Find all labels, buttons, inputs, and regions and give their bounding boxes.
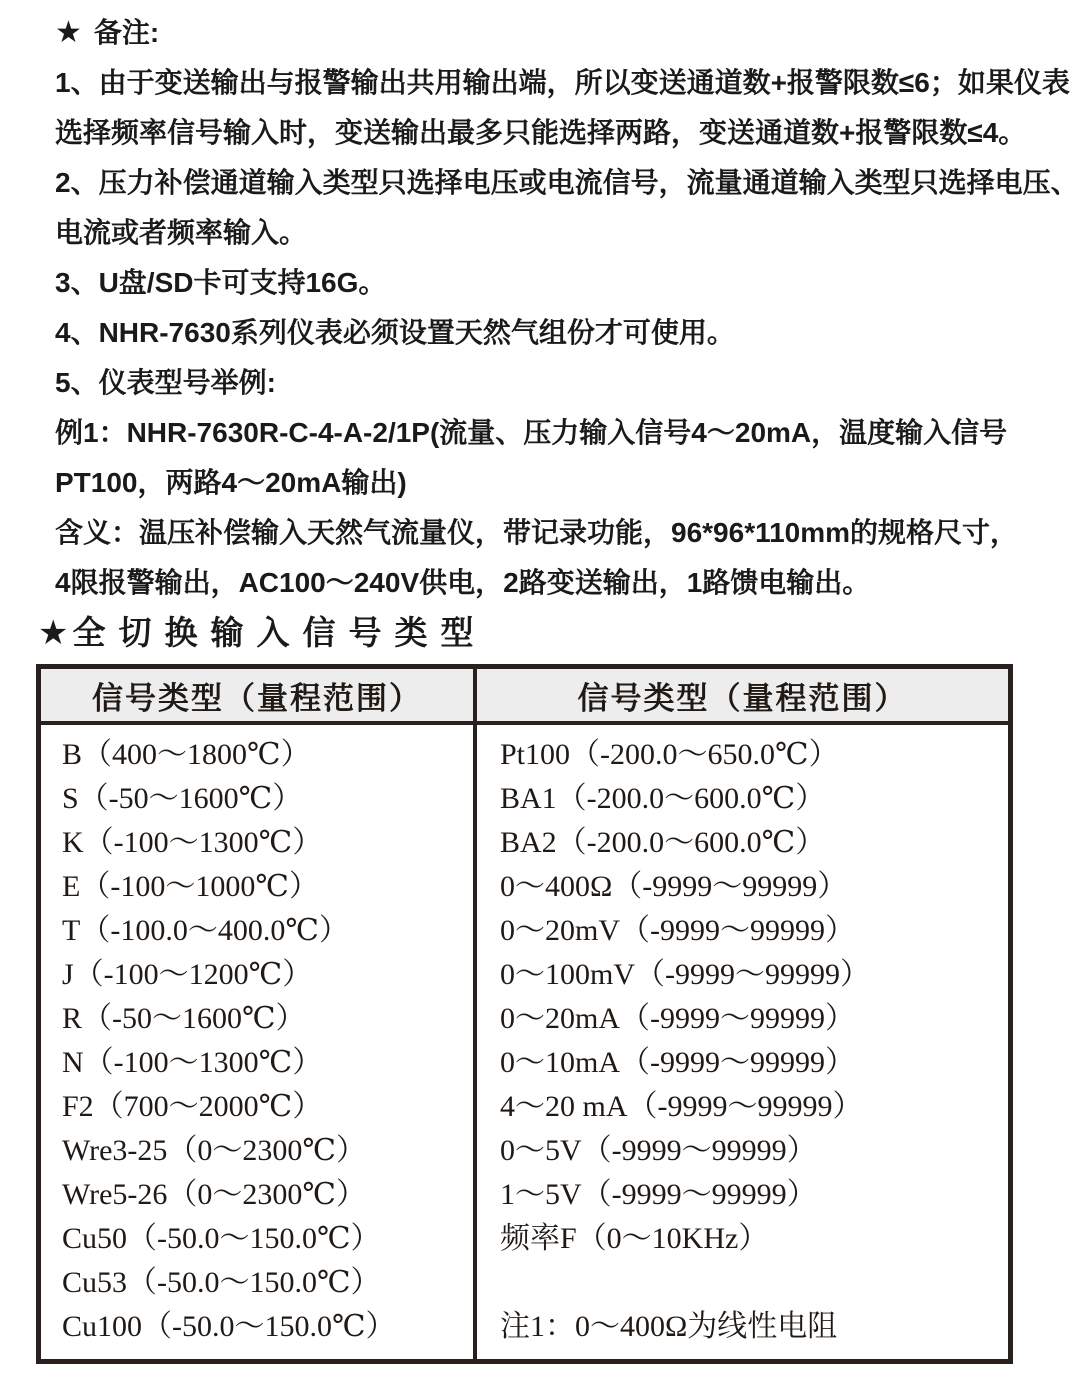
signal-table-left-cell: [39, 723, 476, 1362]
table-row: Cu100（-50.0～150.0℃）: [62, 1310, 396, 1343]
table-row: 0～5V（-9999～99999）: [500, 1134, 817, 1167]
note-line-4: 4、NHR-7630系列仪表必须设置天然气组份才可使用。: [55, 317, 735, 348]
signal-table-header-row: [39, 667, 1011, 724]
table-row: Cu53（-50.0～150.0℃）: [62, 1266, 381, 1299]
table-row: J（-100～1200℃）: [62, 958, 313, 991]
table-row: E（-100～1000℃）: [62, 870, 319, 903]
table-row: 0～10mA（-9999～99999）: [500, 1046, 855, 1079]
meaning-line-1: 含义：温压补偿输入天然气流量仪，带记录功能，96*96*110mm的规格尺寸，: [55, 517, 1019, 548]
example-line-1: 例1：NHR-7630R-C-4-A-2/1P(流量、压力输入信号4～20mA，温度输入信号: [55, 417, 1008, 448]
table-row: S（-50～1600℃）: [62, 782, 303, 815]
note-line-5: 5、仪表型号举例:: [55, 367, 276, 398]
note-line-2b: 电流或者频率输入。: [55, 217, 308, 248]
table-row: Wre5-26（0～2300℃）: [62, 1178, 366, 1211]
meaning-line-2: 4限报警输出，AC100～240V供电，2路变送输出，1路馈电输出。: [55, 567, 871, 598]
table-row: 1～5V（-9999～99999）: [500, 1178, 817, 1211]
note-line-1a: 1、由于变送输出与报警输出共用输出端，所以变送通道数+报警限数≤6；如果仪表: [55, 67, 1070, 98]
table-row: 0～100mV（-9999～99999）: [500, 958, 870, 991]
signal-type-table: [36, 664, 1013, 1364]
remarks-section: [0, 0, 1080, 658]
table-row: B（400～1800℃）: [62, 738, 311, 771]
signal-table-header-left: 信号类型（量程范围）: [39, 667, 476, 724]
example-line-2: PT100，两路4～20mA输出): [55, 467, 407, 498]
table-row: 0～20mA（-9999～99999）: [500, 1002, 855, 1035]
note-line-3: 3、U盘/SD卡可支持16G。: [55, 267, 387, 298]
table-row: 0～20mV（-9999～99999）: [500, 914, 855, 947]
remarks-title: 备注:: [93, 17, 160, 48]
star-icon: ★: [55, 16, 82, 49]
signal-table-body-row: [39, 723, 1011, 1362]
table-row: N（-100～1300℃）: [62, 1046, 323, 1079]
table-row: 频率F（0～10KHz）: [500, 1222, 769, 1255]
table-row: 0～400Ω（-9999～99999）: [500, 870, 848, 903]
table-row: Wre3-25（0～2300℃）: [62, 1134, 366, 1167]
signal-table-head: [39, 667, 1011, 724]
table-row: Pt100（-200.0～650.0℃）: [500, 738, 839, 771]
table-row: R（-50～1600℃）: [62, 1002, 306, 1035]
table-row: Cu50（-50.0～150.0℃）: [62, 1222, 381, 1255]
table-row: BA2（-200.0～600.0℃）: [500, 826, 826, 859]
remarks-heading: [55, 8, 1080, 58]
signal-section-heading: [38, 608, 1080, 658]
table-row: 4～20 mA（-9999～99999）: [500, 1090, 863, 1123]
signal-section-title: 全切换输入信号类型: [72, 614, 487, 651]
table-note: 注1：0～400Ω为线性电阻: [500, 1310, 838, 1343]
signal-table-right-cell: [475, 723, 1011, 1362]
table-row: T（-100.0～400.0℃）: [62, 914, 349, 947]
signal-table-body: [39, 723, 1011, 1362]
table-row: BA1（-200.0～600.0℃）: [500, 782, 826, 815]
note-line-2a: 2、压力补偿通道输入类型只选择电压或电流信号，流量通道输入类型只选择电压、: [55, 167, 1079, 198]
star-icon: ★: [38, 614, 69, 652]
table-row: K（-100～1300℃）: [62, 826, 323, 859]
signal-table-header-right: 信号类型（量程范围）: [475, 667, 1011, 724]
table-row: F2（700～2000℃）: [62, 1090, 323, 1123]
note-line-1b: 选择频率信号输入时，变送输出最多只能选择两路，变送通道数+报警限数≤4。: [55, 117, 1027, 148]
table-row-empty: [500, 1261, 1008, 1305]
